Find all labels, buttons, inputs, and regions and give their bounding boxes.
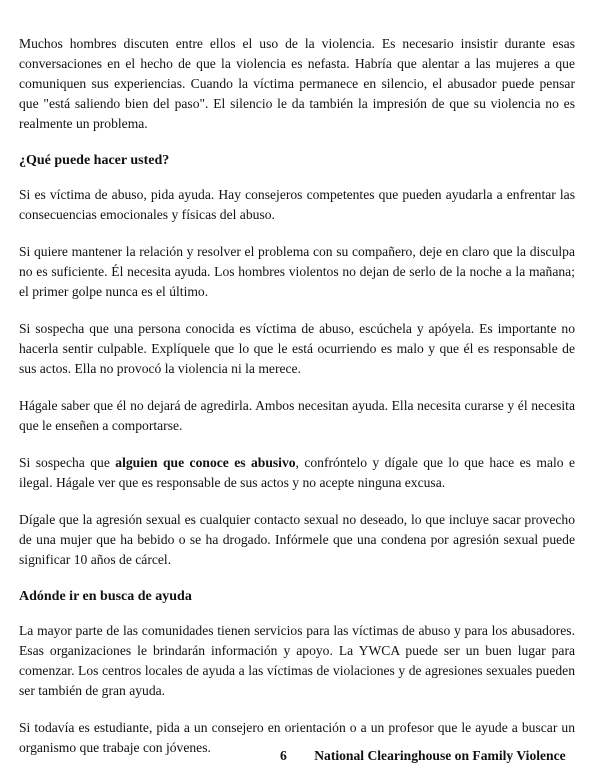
publisher-name: National Clearinghouse on Family Violence (314, 748, 566, 763)
page-number: 6 (280, 748, 287, 763)
section-heading-what-can-you-do: ¿Qué puede hacer usted? (19, 153, 170, 168)
paragraph-text: , confróntelo y dígale que lo que hace es malo e ilegal. Hágale ver que es responsable de sus actos y no acepte ninguna excusa. (19, 455, 575, 490)
paragraph-text: Si sospecha que (19, 455, 116, 470)
document-page (19, 34, 575, 758)
paragraph-keep-relationship: Si quiere mantener la relación y resolver el problema con su compañero, deje en claro que la disculpa no es suficiente. Él necesita ayuda. Los hombres violentos no dejan de serlo de la noche a la mañana; el primer golpe nunca es el último. (19, 244, 575, 299)
section-heading-where-to-go: Adónde ir en busca de ayuda (19, 589, 192, 604)
paragraph-suspect-abuser (19, 453, 575, 493)
bold-phrase: alguien que conoce es abusivo (115, 455, 296, 470)
paragraph-suspect-victim: Si sospecha que una persona conocida es víctima de abuso, escúchela y apóyela. Es importante no hacerla sentir culpable. Explíquele que lo que le está ocurriendo es malo y que él es responsable de sus actos. Ella no provocó la violencia ni la merece. (19, 321, 575, 376)
intro-paragraph: Muchos hombres discuten entre ellos el uso de la violencia. Es necesario insistir durante esas conversaciones en el hecho de que la violencia es nefasta. Habría que alentar a las mujeres a que comuniquen sus experiencias. Cuando la víctima permanece en silencio, el abusador puede pensar que "está saliendo bien del paso". El silencio le da también la impresión de que su violencia no es realmente un problema. (19, 36, 575, 131)
page-footer (280, 748, 566, 764)
paragraph-seek-help: Si es víctima de abuso, pida ayuda. Hay consejeros competentes que pueden ayudarla a enfrentar las consecuencias emocionales y físicas del abuso. (19, 187, 575, 222)
paragraph-sexual-assault: Dígale que la agresión sexual es cualquier contacto sexual no deseado, lo que incluye sacar provecho de una mujer que ha bebido o se ha drogado. Infórmele que una condena por agresión sexual puede significar 10 años de cárcel. (19, 512, 575, 567)
paragraph-community-services: La mayor parte de las comunidades tienen servicios para las víctimas de abuso y para los abusadores. Esas organizaciones le brindarán información y apoyo. La YWCA puede ser un buen lugar para comenzar. Los centros locales de ayuda a las víctimas de violaciones y de agresiones sexuales pueden ser también de gran ayuda. (19, 623, 575, 698)
paragraph-both-need-help: Hágale saber que él no dejará de agredirla. Ambos necesitan ayuda. Ella necesita curarse y él necesita que le enseñen a comportarse. (19, 398, 575, 433)
paragraph-students: Si todavía es estudiante, pida a un consejero en orientación o a un profesor que le ayude a buscar un organismo que trabaje con jóvenes. (19, 720, 575, 755)
